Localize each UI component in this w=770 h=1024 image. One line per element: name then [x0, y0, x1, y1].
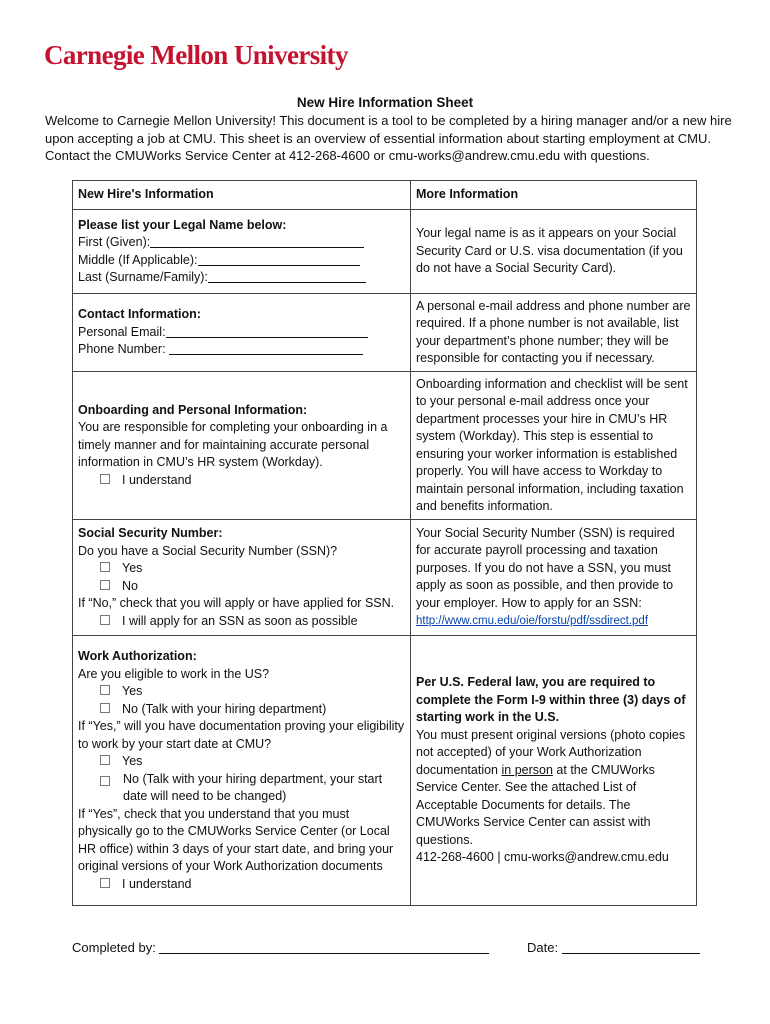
table-header-row	[73, 181, 697, 210]
contact-cell	[73, 294, 411, 372]
work-auth-info-bold: Per U.S. Federal law, you are required to complete the Form I-9 within three (3) days of starting work in the U.S.	[416, 675, 686, 725]
ssn-apply-label: I will apply for an SSN as soon as possible	[122, 613, 358, 628]
date	[527, 940, 700, 955]
contact-heading: Contact Information:	[78, 307, 201, 322]
onboarding-heading: Onboarding and Personal Information:	[78, 402, 308, 417]
work-auth-yes2-label: Yes	[122, 754, 143, 768]
date-label: Date:	[527, 940, 559, 955]
first-name-label: First (Given):	[78, 235, 151, 249]
table-row	[73, 636, 697, 906]
checkbox-icon[interactable]	[100, 776, 110, 786]
ssn-link[interactable]: http://www.cmu.edu/oie/forstu/pdf/ssdirect.pdf	[416, 615, 649, 627]
table-row	[73, 372, 697, 520]
table-row	[73, 520, 697, 636]
last-name-label: Last (Surname/Family):	[78, 270, 208, 284]
legal-name-cell	[73, 210, 411, 294]
table-row	[73, 210, 697, 294]
ssn-info: Your Social Security Number (SSN) is required for accurate payroll processing and taxation purposes. If you do not have a SSN, you must apply as soon as possible, and then provide to your employer. How to apply for an SSN:	[416, 525, 675, 610]
new-hire-table	[72, 180, 697, 906]
work-auth-heading: Work Authorization:	[78, 649, 197, 663]
work-auth-question: Are you eligible to work in the US?	[78, 666, 270, 681]
col-header-more: More Information	[411, 181, 697, 210]
checkbox-icon[interactable]	[100, 615, 110, 625]
middle-name-field[interactable]	[198, 253, 360, 266]
email-field[interactable]	[166, 325, 368, 338]
phone-label: Phone Number:	[78, 342, 166, 357]
ssn-info-cell	[411, 520, 697, 636]
onboarding-check-label: I understand	[122, 472, 192, 487]
checkbox-icon[interactable]	[100, 755, 110, 765]
date-field[interactable]	[562, 941, 700, 954]
checkbox-icon[interactable]	[100, 580, 110, 590]
ssn-no-label: No	[122, 578, 138, 593]
work-auth-no-label: No (Talk with your hiring department)	[122, 701, 327, 716]
ssn-if-no: If “No,” check that you will apply or have applied for SSN.	[78, 596, 395, 610]
page-title: New Hire Information Sheet	[296, 95, 474, 110]
work-auth-no2-label: No (Talk with your hiring department, your start date will need to be changed)	[123, 771, 383, 803]
work-auth-check-label: I understand	[122, 876, 192, 891]
ssn-yes-label: Yes	[122, 561, 143, 575]
table-row	[73, 294, 697, 372]
work-auth-yes-label: Yes	[122, 684, 143, 698]
work-auth-if-yes2: If “Yes”, check that you understand that you must physically go to the CMUWorks Service Center (or Local HR office) within 3 days of your start date, and bring your original versions of your Work Authorization documents	[78, 806, 394, 873]
checkbox-icon[interactable]	[100, 474, 110, 484]
checkbox-icon[interactable]	[100, 878, 110, 888]
legal-name-heading: Please list your Legal Name below:	[78, 217, 287, 232]
work-auth-contact: 412-268-4600 | cmu-works@andrew.cmu.edu	[416, 850, 669, 865]
ssn-cell	[73, 520, 411, 636]
onboarding-info: Onboarding information and checklist will be sent to your personal e-mail address once your department processes your hire in CMU’s HR system (Workday). This step is essential to ensuring your worker information is established properly. You will have access to Workday to maintain personal information, including taxation and benefits information.	[411, 372, 697, 520]
intro-paragraph: Welcome to Carnegie Mellon University! This document is a tool to be completed by a hiring manager and/or a new hire upon accepting a job at CMU. This sheet is an overview of essential information about starting employment at CMU. Contact the CMUWorks Service Center at 412-268-4600 or cmu-works@andrew.cmu.edu with questions.	[45, 113, 732, 163]
checkbox-icon[interactable]	[100, 685, 110, 695]
phone-field[interactable]	[169, 342, 363, 355]
first-name-field[interactable]	[150, 235, 364, 248]
checkbox-icon[interactable]	[100, 703, 110, 713]
onboarding-cell	[73, 372, 411, 520]
ssn-heading: Social Security Number:	[78, 526, 223, 540]
work-auth-info-cell	[411, 636, 697, 906]
onboarding-text: You are responsible for completing your onboarding in a timely manner and for maintaining accurate personal information in CMU’s HR system (Workday).	[78, 420, 388, 470]
completed-by-label: Completed by:	[72, 940, 156, 955]
checkbox-icon[interactable]	[100, 562, 110, 572]
completed-by-field[interactable]	[159, 941, 489, 954]
email-label: Personal Email:	[78, 324, 166, 339]
work-auth-info: You must present original versions (photo copies not accepted) of your Work Authorization documentation in person at the CMUWorks Service Center. See the attached List of Acceptable Documents for details. The CMUWorks Service Center can assist with questions.	[416, 727, 686, 847]
middle-name-label: Middle (If Applicable):	[78, 252, 198, 267]
ssn-question: Do you have a Social Security Number (SSN)?	[78, 543, 338, 558]
completed-by	[72, 940, 489, 955]
last-name-field[interactable]	[208, 270, 366, 283]
legal-name-info: Your legal name is as it appears on your Social Security Card or U.S. visa documentation (if you do not have a Social Security Card).	[411, 210, 697, 294]
contact-info: A personal e-mail address and phone number are required. If a phone number is not available, list your department’s phone number; they will be responsible for contacting you if necessary.	[411, 294, 697, 372]
work-auth-cell	[73, 636, 411, 906]
work-auth-if-yes: If “Yes,” will you have documentation proving your eligibility to work by your start date at CMU?	[78, 719, 405, 751]
col-header-info: New Hire's Information	[73, 181, 411, 210]
cmu-logo: Carnegie Mellon University	[44, 40, 348, 70]
